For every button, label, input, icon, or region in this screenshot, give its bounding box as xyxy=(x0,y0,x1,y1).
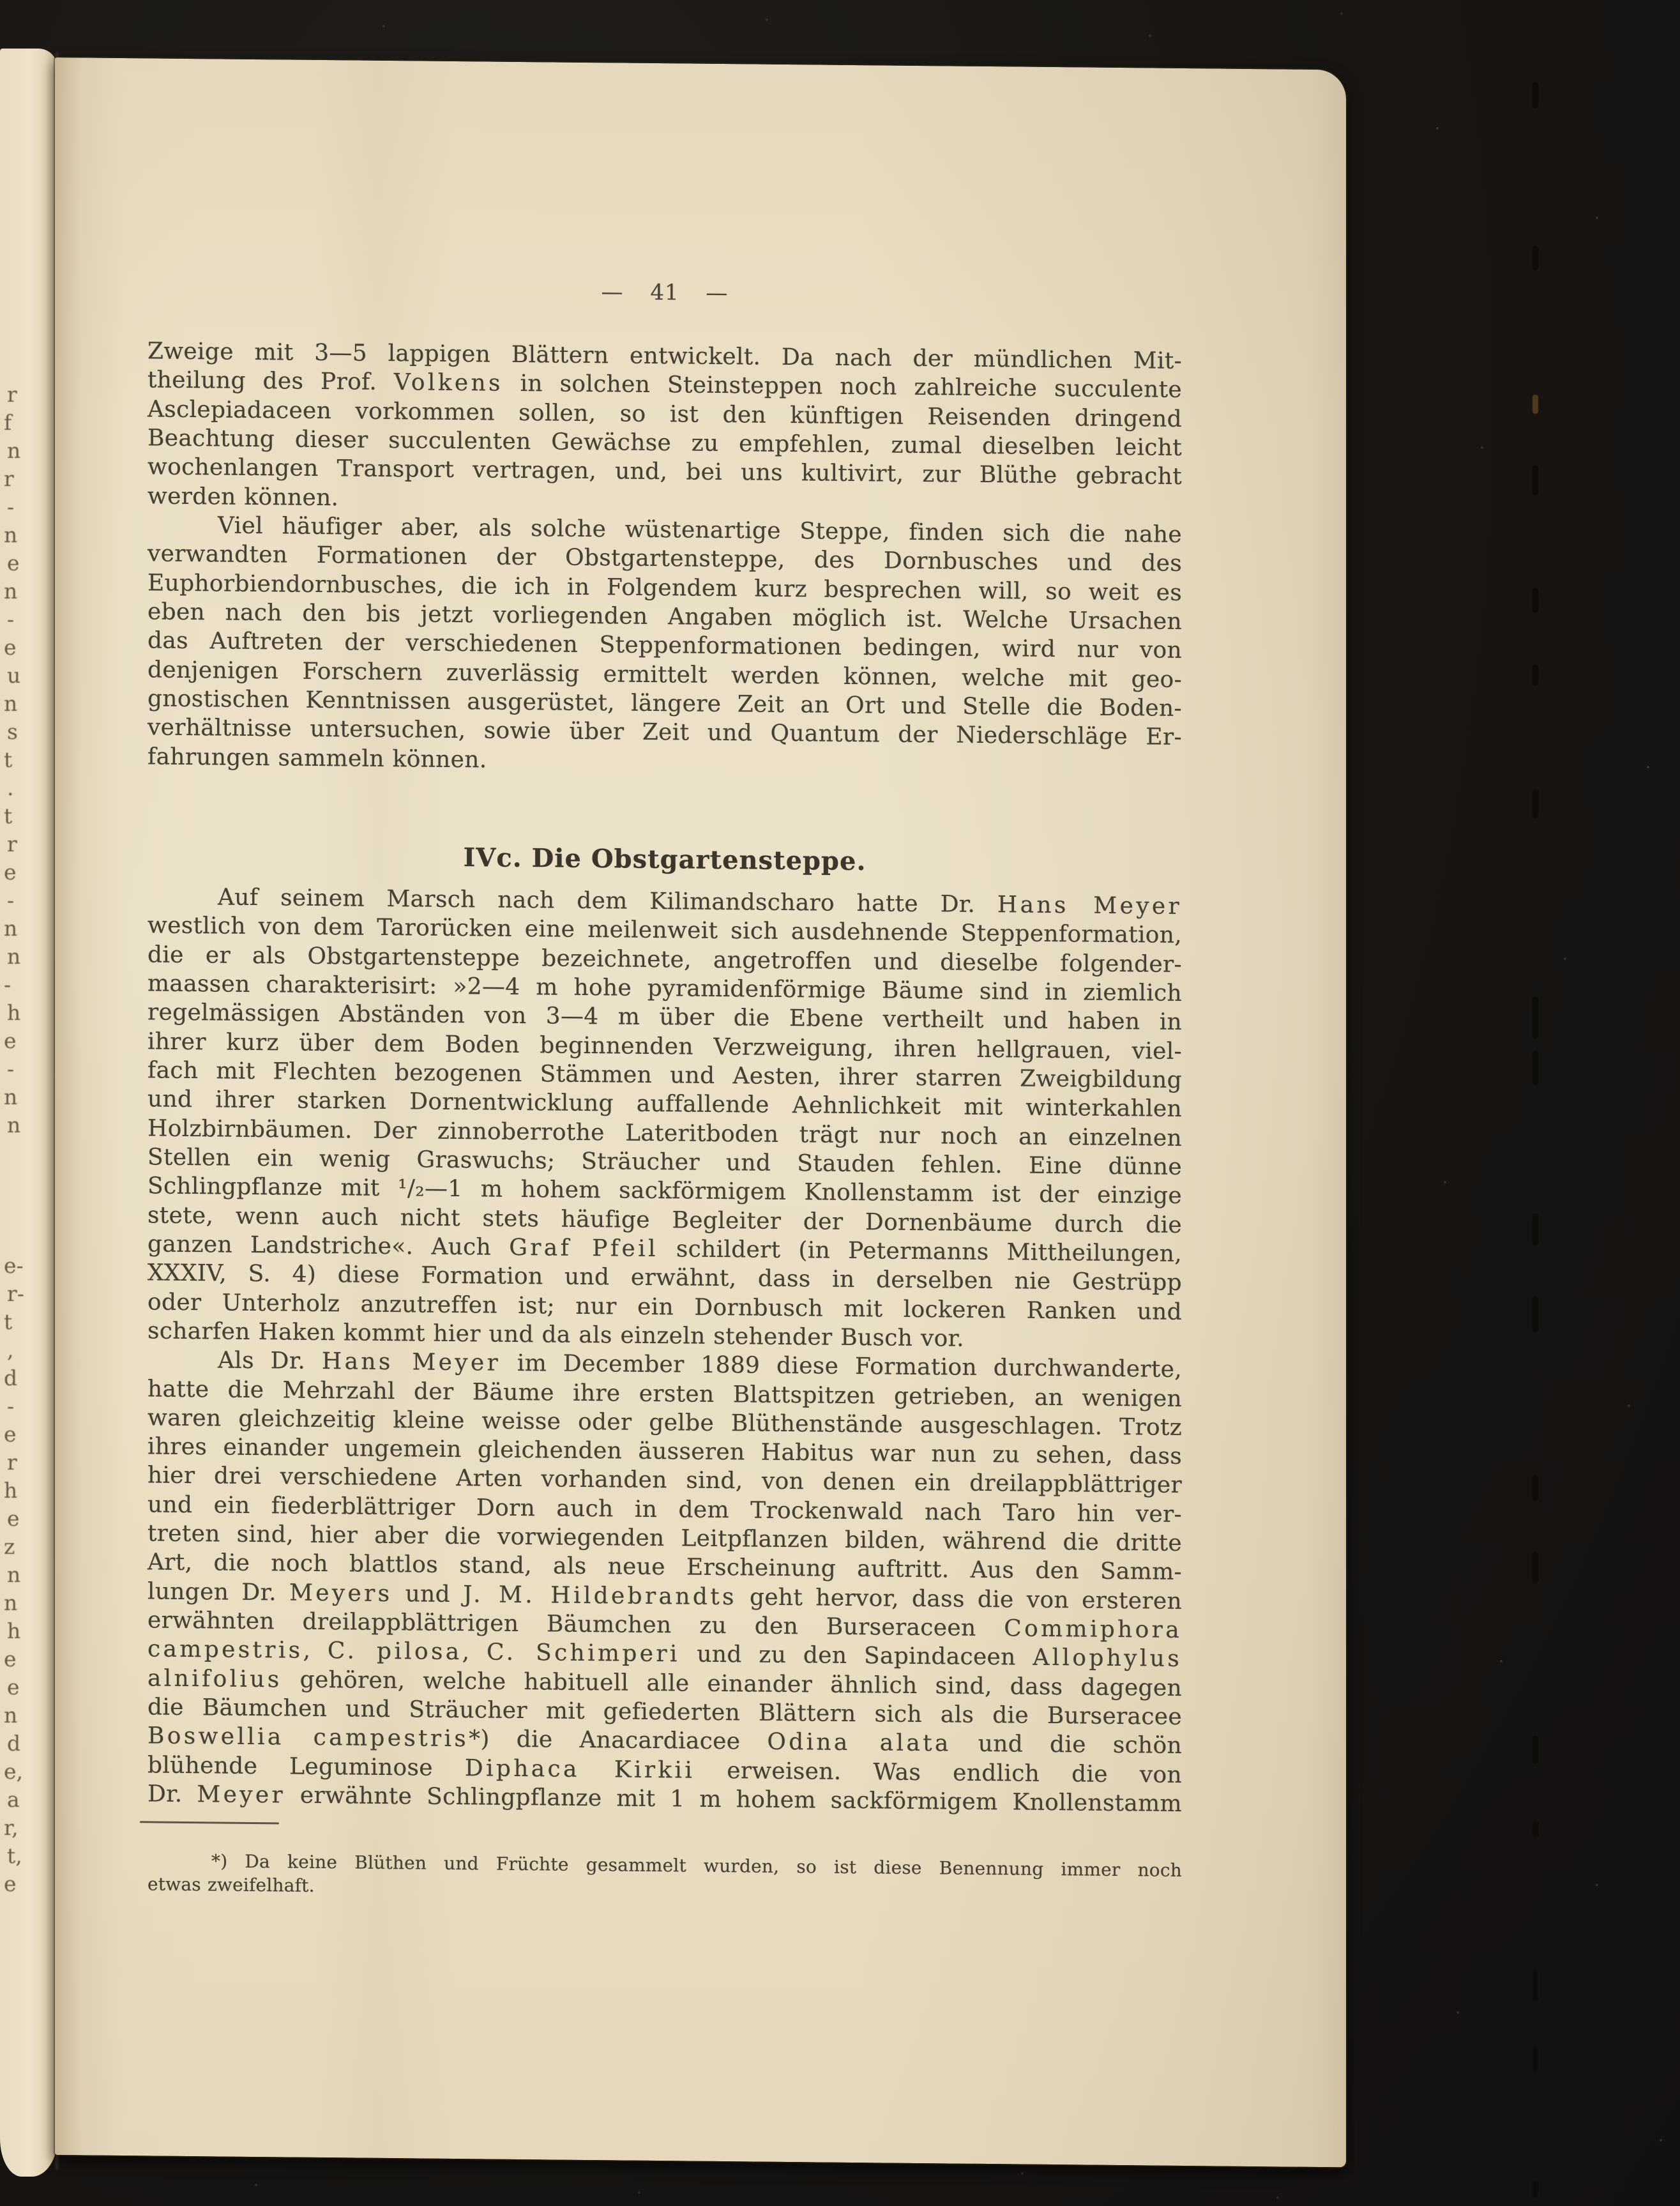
text-line: oder Unterholz anzutreffen ist; nur ein Dornbusch mit lockeren Ranken und xyxy=(148,1288,1182,1325)
footnote-rule xyxy=(140,1822,279,1825)
text-line: Als Dr. Hans Meyer im December 1889 diese Formation durchwanderte, xyxy=(218,1347,1182,1383)
gutter-letter: - xyxy=(7,1056,15,1081)
stitch-mark xyxy=(1532,1552,1538,1583)
gutter-letter: n xyxy=(7,1113,21,1137)
gutter-letter: - xyxy=(4,972,11,997)
letterspaced-name: Volkens xyxy=(393,369,503,397)
gutter-letter: n xyxy=(4,916,18,941)
book-page xyxy=(55,57,1346,2167)
gutter-letter: n xyxy=(4,691,18,716)
text-line: blühende Leguminose Diphaca Kirkii erweisen. Was endlich die von xyxy=(148,1752,1183,1788)
gutter-letter: h xyxy=(7,1618,21,1643)
letterspaced-name: campestris xyxy=(148,1636,303,1664)
gutter-letter: n xyxy=(7,1562,21,1587)
text-line: treten sind, hier aber die vorwiegenden Leitpflanzen bilden, während die dritte xyxy=(148,1520,1182,1557)
letterspaced-name: C. pilosa xyxy=(327,1638,462,1666)
gutter-letter: - xyxy=(7,888,15,913)
stitch-mark xyxy=(1532,2181,1538,2198)
text-line: Stellen ein wenig Graswuchs; Sträucher und Stauden fehlen. Eine dünne xyxy=(148,1144,1182,1180)
paragraph xyxy=(148,1346,1182,1819)
gutter-letter: n xyxy=(7,438,21,463)
gutter-letter: , xyxy=(7,1337,14,1362)
letterspaced-name: Hans Meyer xyxy=(997,892,1182,920)
gutter-letter: e xyxy=(4,635,17,660)
stitch-mark xyxy=(1532,789,1538,818)
paragraph xyxy=(148,337,1182,521)
gutter-letters xyxy=(4,381,33,1898)
letterspaced-name: Allophylus xyxy=(1033,1645,1182,1673)
gutter-letter: r, xyxy=(4,1815,19,1840)
text-line: Auf seinem Marsch nach dem Kilimandscharo hatte Dr. Hans Meyer xyxy=(218,884,1182,920)
gutter-letter: - xyxy=(7,494,15,519)
text-line: Viel häufiger aber, als solche wüstenartige Steppe, finden sich die nahe xyxy=(218,512,1182,548)
text-line: die Bäumchen und Sträucher mit gefiederten Blättern sich als die Burseracee xyxy=(148,1694,1182,1731)
gutter-letter: n xyxy=(4,1703,18,1728)
stitch-mark xyxy=(1532,588,1538,613)
letterspaced-name: Meyer xyxy=(197,1781,286,1809)
text-line: waren gleichzeitig kleine weisse oder gelbe Blüthenstände ausgeschlagen. Trotz xyxy=(148,1404,1182,1441)
text-line: stete, wenn auch nicht stets häufige Begleiter der Dornenbäume durch die xyxy=(148,1201,1182,1238)
stitch-mark xyxy=(1532,395,1538,414)
gutter-letter: d xyxy=(4,1365,18,1390)
dust-specks xyxy=(0,0,1,1)
text-line: erwähnten dreilappblättrigen Bäumchen zu den Burseraceen Commiphora xyxy=(148,1607,1182,1644)
gutter-letter: d xyxy=(7,1731,21,1756)
text-line: wochenlangen Transport vertragen, und, bei uns kultivirt, zur Blüthe gebracht xyxy=(148,453,1182,491)
gutter-letter: t xyxy=(4,747,13,772)
stitch-mark xyxy=(1532,1475,1538,1501)
paragraph xyxy=(148,510,1182,781)
text-column xyxy=(148,273,1182,1906)
text-line: alnifolius gehören, welche habituell alle einander ähnlich sind, dass dagegen xyxy=(148,1665,1182,1701)
letterspaced-name: Commiphora xyxy=(1004,1615,1182,1644)
gutter-letter: e- xyxy=(4,1253,24,1278)
stitch-mark xyxy=(1532,465,1538,496)
stitch-mark xyxy=(1532,82,1538,109)
gutter-letter xyxy=(4,1168,33,1196)
text-line: scharfen Haken kommt hier und da als einzeln stehender Busch vor. xyxy=(148,1318,964,1352)
text-line: Boswellia campestris*) die Anacardiacee Odina alata und die schön xyxy=(148,1723,1182,1760)
gutter-letter: e xyxy=(7,551,20,575)
gutter-letter: r xyxy=(7,1450,17,1475)
gutter-letter: n xyxy=(4,522,18,547)
gutter-letter xyxy=(4,1224,33,1252)
text-line: XXXIV, S. 4) diese Formation und erwähnt, dass in derselben nie Gestrüpp xyxy=(148,1259,1182,1297)
letterspaced-name: Boswellia campestris xyxy=(148,1723,469,1753)
text-line: verwandten Formationen der Obstgartensteppe, des Dornbusches und des xyxy=(148,540,1182,577)
text-line: Dr. Meyer erwähnte Schlingpflanze mit 1 m hohem sackförmigem Knollenstamm xyxy=(148,1781,1182,1818)
gutter-letter: f xyxy=(4,410,12,435)
gutter-letter: e xyxy=(4,860,17,885)
gutter-letter: n xyxy=(4,1590,18,1615)
text-line: fahrungen sammeln können. xyxy=(148,743,487,773)
gutter-letter: n xyxy=(4,579,18,604)
text-line: hier drei verschiedene Arten vorhanden sind, von denen ein dreilappblättriger xyxy=(148,1462,1182,1499)
stitch-mark xyxy=(1532,664,1538,686)
gutter-letter: e, xyxy=(4,1759,24,1784)
text-line: ihrer kurz über dem Boden beginnenden Verzweigung, ihren hellgrauen, viel- xyxy=(148,1028,1182,1065)
text-line: und ihrer starken Dornentwicklung auffallende Aehnlichkeit mit winterkahlen xyxy=(148,1086,1182,1123)
stitch-mark xyxy=(1532,1736,1538,1764)
letterspaced-name: Diphaca Kirkii xyxy=(464,1754,695,1784)
gutter-letter: - xyxy=(7,1394,15,1419)
text-line: ganzen Landstriche«. Auch Graf Pfeil schildert (in Petermanns Mittheilungen, xyxy=(148,1231,1183,1267)
gutter-letter: n xyxy=(4,1084,18,1109)
text-line: Zweige mit 3—5 lappigen Blättern entwickelt. Da nach der mündlichen Mit- xyxy=(148,338,1182,374)
stitch-mark xyxy=(1532,1970,1538,2001)
text-line: regelmässigen Abständen von 3—4 m über die Ebene vertheilt und haben in xyxy=(148,999,1182,1036)
text-line: die er als Obstgartensteppe bezeichnete, angetroffen und dieselbe folgender- xyxy=(148,941,1182,978)
stitch-mark xyxy=(1532,1051,1538,1085)
gutter-letter: e xyxy=(7,1506,20,1531)
letterspaced-name: Hans Meyer xyxy=(321,1348,501,1376)
letterspaced-name: J. M. Hildebrandts xyxy=(463,1581,737,1611)
gutter-letter: e xyxy=(4,1871,17,1896)
stitch-mark xyxy=(1532,1297,1538,1332)
text-line: und ein fiederblättriger Dorn auch in dem Trockenwald nach Taro hin ver- xyxy=(148,1491,1182,1528)
text-line: das Auftreten der verschiedenen Steppenformationen bedingen, wird nur von xyxy=(148,627,1182,664)
stitch-mark xyxy=(1532,1213,1538,1245)
gutter-letter: - xyxy=(7,607,15,632)
gutter-letter: . xyxy=(7,775,14,800)
text-line: fach mit Flechten bezogenen Stämmen und Aesten, ihrer starren Zweigbildung xyxy=(148,1057,1182,1093)
stitch-mark xyxy=(1532,246,1538,270)
text-line: hatte die Mehrzahl der Bäume ihre ersten Blattspitzen getrieben, an wenigen xyxy=(148,1375,1182,1412)
gutter-letter: n xyxy=(7,944,21,969)
text-line: Schlingpflanze mit ¹/₂—1 m hohem sackförmigem Knollenstamm ist der einzige xyxy=(148,1173,1182,1210)
letterspaced-name: Odina alata xyxy=(767,1729,951,1757)
text-line: gnostischen Kenntnissen ausgerüstet, längere Zeit an Ort und Stelle die Boden- xyxy=(148,685,1182,722)
stitch-mark xyxy=(1532,1820,1538,1838)
footnote xyxy=(148,1849,1182,1906)
gutter-letter: t xyxy=(4,803,13,828)
page-number: — 41 — xyxy=(601,279,729,307)
text-line: eben nach den bis jetzt vorliegenden Angaben möglich ist. Welche Ursachen xyxy=(148,598,1182,635)
text-line: *) Da keine Blüthen und Früchte gesammelt wurden, so ist diese Benennung immer noch xyxy=(211,1850,1182,1882)
gutter-letter: r- xyxy=(7,1281,24,1306)
gutter-letter: t xyxy=(4,1309,13,1334)
gutter-letter: a xyxy=(7,1787,20,1812)
letterspaced-name: C. Schimperi xyxy=(487,1639,680,1668)
gutter-letter: e xyxy=(4,1028,17,1053)
text-line: Art, die noch blattlos stand, als neue Erscheinung auftritt. Aus den Samm- xyxy=(148,1549,1182,1586)
letterspaced-name: alnifolius xyxy=(148,1665,282,1693)
text-line: werden können. xyxy=(148,483,339,511)
text-line: ihres einander ungemein gleichenden äusseren Habitus war nun zu sehen, dass xyxy=(148,1433,1182,1470)
gutter-letter: r xyxy=(7,832,17,856)
gutter-letter: h xyxy=(4,1478,18,1503)
text-line: Asclepiadaceen vorkommen sollen, so ist den künftigen Reisenden dringend xyxy=(148,396,1182,432)
gutter-letter: e xyxy=(4,1647,17,1671)
gutter-letter: z xyxy=(4,1534,15,1559)
gutter-letter: e xyxy=(4,1422,17,1447)
gutter-letter: h xyxy=(7,1000,21,1025)
text-line: Holzbirnbäumen. Der zinnoberrothe Lateritboden trägt nur noch an einzelnen xyxy=(148,1114,1182,1152)
gutter-letter: r xyxy=(7,382,17,407)
text-line: theilung des Prof. Volkens in solchen Steinsteppen noch zahlreiche succulente xyxy=(148,367,1182,404)
text-line: Beachtung dieser succulenten Gewächse zu empfehlen, zumal dieselben leicht xyxy=(148,425,1182,461)
section-heading: IVc. Die Obstgartensteppe. xyxy=(463,842,866,877)
stitch-mark xyxy=(1532,996,1538,1038)
gutter-letter: r xyxy=(4,466,14,491)
letterspaced-name: Graf Pfeil xyxy=(509,1234,658,1262)
letterspaced-name: Meyers xyxy=(289,1579,393,1607)
gutter-letter: t, xyxy=(7,1843,22,1868)
gutter-letter xyxy=(4,1139,33,1168)
text-line: denjenigen Forschern zuverlässig ermittelt werden können, welche mit geo- xyxy=(148,657,1182,693)
text-line: lungen Dr. Meyers und J. M. Hildebrandts geht hervor, dass die von ersteren xyxy=(148,1578,1182,1615)
text-line: verhältnisse untersuchen, sowie über Zeit und Quantum der Niederschläge Er- xyxy=(148,714,1182,751)
gutter-letter: s xyxy=(7,719,18,744)
gutter-letter: e xyxy=(7,1675,20,1700)
text-line: Euphorbiendornbusches, die ich in Folgendem kurz besprechen will, so weit es xyxy=(148,570,1182,606)
text-line: etwas zweifelhaft. xyxy=(148,1873,315,1897)
gutter-letter: u xyxy=(7,663,21,688)
text-line: westlich von dem Tarorücken eine meilenweit sich ausdehnende Steppenformation, xyxy=(148,912,1182,949)
text-line: campestris, C. pilosa, C. Schimperi und zu den Sapindaceen Allophylus xyxy=(148,1636,1182,1673)
stitch-mark xyxy=(1532,2047,1538,2071)
paragraph xyxy=(148,882,1182,1355)
text-line: maassen charakterisirt: »2—4 m hohe pyramidenförmige Bäume sind in ziemlich xyxy=(148,970,1182,1007)
gutter-letter xyxy=(4,1196,33,1224)
